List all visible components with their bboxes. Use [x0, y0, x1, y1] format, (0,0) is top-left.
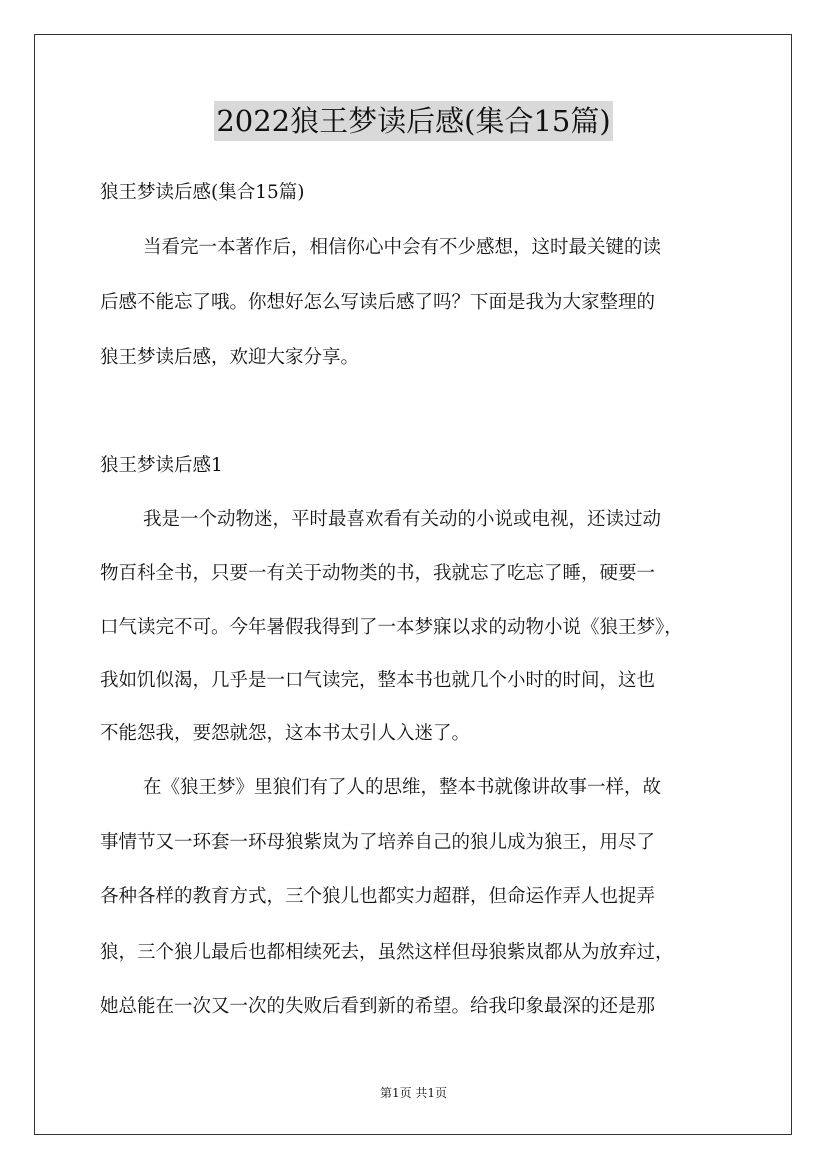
- intro-line-3: 狼王梦读后感，欢迎大家分享。: [100, 347, 360, 368]
- intro-line-2: 后感不能忘了哦。你想好怎么写读后感了吗？下面是我为大家整理的: [100, 292, 656, 313]
- paragraph-line: 事情节又一环套一环母狼紫岚为了培养自己的狼儿成为狼王，用尽了: [100, 832, 656, 853]
- intro-line-1: 当看完一本著作后，相信你心中会有不少感想，这时最关键的读: [143, 237, 662, 258]
- paragraph-line: 狼，三个狼儿最后也都相续死去，虽然这样但母狼紫岚都从为放弃过，: [100, 942, 674, 963]
- paragraph-line: 她总能在一次又一次的失败后看到新的希望。给我印象最深的还是那: [100, 996, 656, 1017]
- title-container: [0, 101, 827, 141]
- paragraph-line: 我如饥似渴，几乎是一口气读完，整本书也就几个小时的时间，这也: [100, 670, 656, 691]
- paragraph-line: 各种各样的教育方式，三个狼儿也都实力超群，但命运作弄人也捉弄: [100, 886, 656, 907]
- document-title: 2022狼王梦读后感(集合15篇): [214, 101, 612, 141]
- section-heading: 狼王梦读后感1: [100, 455, 223, 476]
- paragraph-line: 不能怨我，要怨就怨，这本书太引人入迷了。: [100, 723, 471, 744]
- paragraph-line: 口气读完不可。今年暑假我得到了一本梦寐以求的动物小说《狼王梦》，: [100, 617, 683, 638]
- page-number-footer: 第1页 共1页: [379, 1086, 448, 1100]
- paragraph-line: 我是一个动物迷，平时最喜欢看有关动的小说或电视，还读过动: [143, 509, 662, 530]
- subtitle: 狼王梦读后感(集合15篇): [100, 182, 305, 203]
- paragraph-line: 物百科全书，只要一有关于动物类的书，我就忘了吃忘了睡，硬要一: [100, 563, 656, 584]
- paragraph-line: 在《狼王梦》里狼们有了人的思维，整本书就像讲故事一样，故: [143, 777, 662, 798]
